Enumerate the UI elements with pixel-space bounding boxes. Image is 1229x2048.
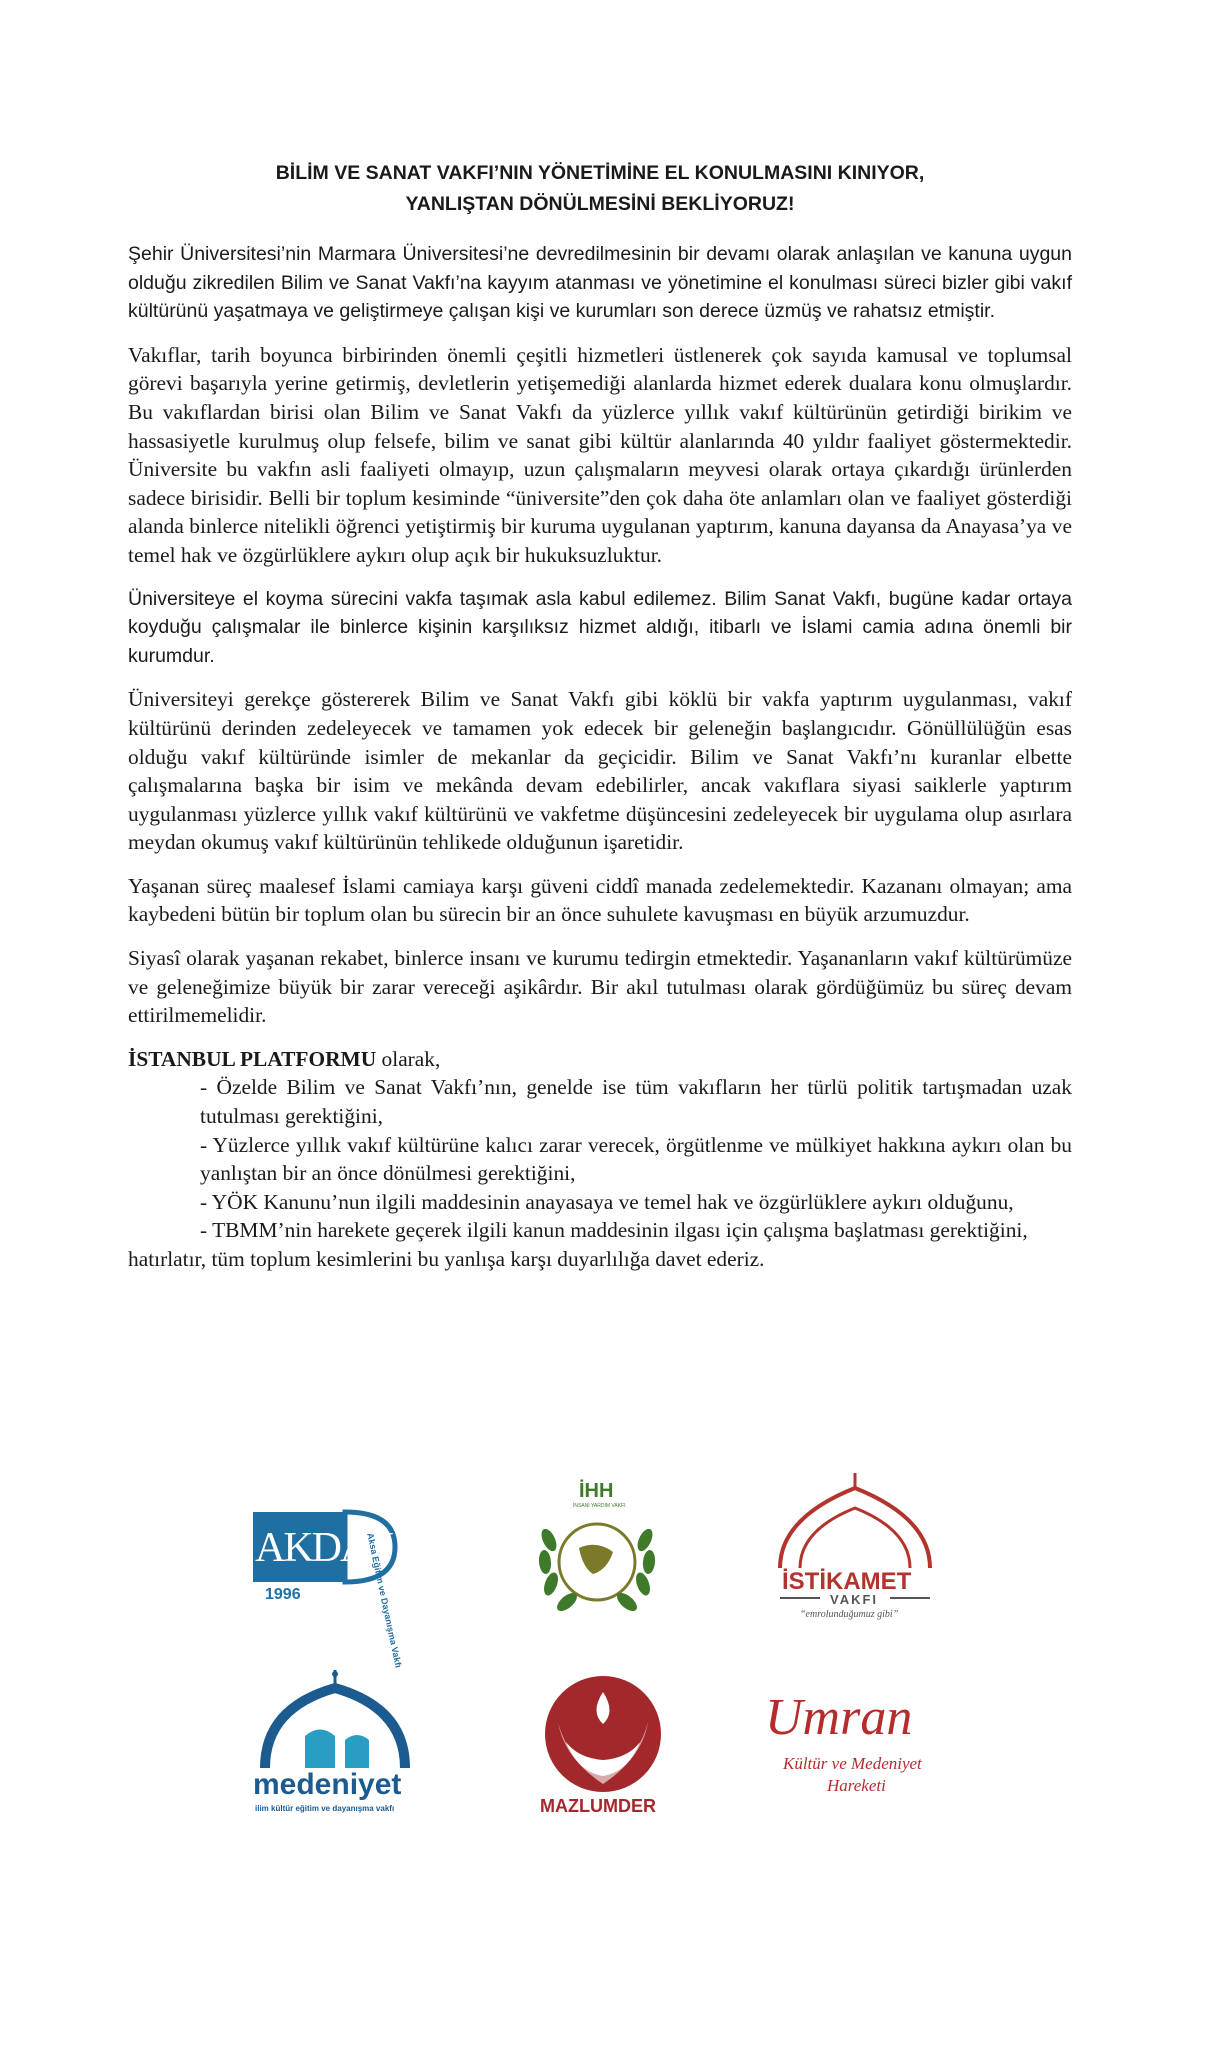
closing-final: hatırlatır, tüm toplum kesimlerini bu yanlışa karşı duyarlılığa davet ederiz. xyxy=(128,1247,765,1271)
ihh-logo xyxy=(527,1470,667,1630)
ihh-main-text: İHH xyxy=(579,1480,614,1502)
istikamet-sub-text: VAKFI xyxy=(830,1592,879,1607)
akdav-arc-text: Aksa Eğitim ve Dayanışma Vakfı xyxy=(365,1532,404,1669)
closing-lead-suffix: olarak, xyxy=(376,1046,441,1071)
closing-item-3: - YÖK Kanunu’nun ilgili maddesinin anayasaya ve temel hak ve özgürlüklere aykırı olduğunu, xyxy=(200,1189,1014,1214)
paragraph-1: Şehir Üniversitesi’nin Marmara Üniversitesi’ne devredilmesinin bir devamı olarak anlaşılan ve kanuna uygun olduğu zikredilen Bilim ve Sanat Vakfı’na kayyım atanması ve yönetimine el konulması süreci bizler gibi vakıf kültürünü yaşatmaya ve geliştirmeye çalışan kişi ve kurumları son derece üzmüş ve rahatsız etmiştir. xyxy=(128,243,1072,323)
akdav-main-text: AKDAV xyxy=(255,1525,392,1571)
ihh-sub-text: İNSANİ YARDIM VAKFI xyxy=(573,1503,626,1509)
closing-item-1: - Özelde Bilim ve Sanat Vakfı’nın, genelde ise tüm vakıfların her türlü politik tartışmadan uzak tutulması gerektiğini, xyxy=(200,1075,1072,1129)
umran-sub2-text: Hareketi xyxy=(827,1776,886,1795)
istikamet-slogan-text: “emrolunduğumuz gibi” xyxy=(800,1609,899,1620)
akdav-logo xyxy=(245,1472,445,1669)
closing-item-2: - Yüzlerce yıllık vakıf kültürüne kalıcı zarar verecek, örgütlenme ve mülkiyet hakkına aykırı olan bu yanlıştan bir an önce dönülmesi gerektiğini, xyxy=(200,1132,1072,1186)
umran-sub1-text: Kültür ve Medeniyet xyxy=(783,1754,922,1773)
paragraph-3: Üniversiteye el koyma sürecini vakfa taşımak asla kabul edilemez. Bilim Sanat Vakfı, bugüne kadar ortaya koyduğu çalışmalar ile binlerce kişinin karşılıksız hizmet aldığı, itibarlı ve İslami camia adına önemli bir kurumdur. xyxy=(128,587,1072,667)
title-line-2: YANLIŞTAN DÖNÜLMESİNİ BEKLİYORUZ! xyxy=(405,193,795,215)
title-line-1: BİLİM VE SANAT VAKFI’NIN YÖNETİMİNE EL KONULMASINI KINIYOR, xyxy=(275,162,925,184)
umran-main-text: Umran xyxy=(765,1689,913,1746)
paragraph-6: Siyasî olarak yaşanan rekabet, binlerce insanı ve kurumu tedirgin etmektedir. Yaşananların vakıf kültürümüze ve geleneğimize büyük bir zarar vereceği aşikârdır. Bir akıl tutulması olarak gördüğümüz bu süreç devam ettirilmemelidir. xyxy=(128,946,1072,1028)
medeniyet-logo xyxy=(245,1668,425,1828)
platform-name: İSTANBUL PLATFORMU xyxy=(128,1046,377,1071)
istikamet-main-text: İSTİKAMET xyxy=(782,1568,912,1595)
medeniyet-sub-text: ilim kültür eğitim ve dayanışma vakfı xyxy=(255,1804,395,1813)
closing-item-4: - TBMM’nin harekete geçerek ilgili kanun maddesinin ilgası için çalışma başlatması gerektiğini, xyxy=(200,1218,1028,1243)
umran-logo xyxy=(765,1688,955,1808)
paragraph-5: Yaşanan süreç maalesef İslami camiaya karşı güveni ciddî manada zedelemektedir. Kazananı olmayan; ama kaybedeni bütün bir toplum olan bu sürecin bir an önce suhulete kavuşması en büyük arzumuzdur. xyxy=(128,873,1072,927)
paragraph-2: Vakıflar, tarih boyunca birbirinden önemli çeşitli hizmetleri üstlenerek çok sayıda kamusal ve toplumsal görevi başarıyla yerine getirmiş, devletlerin yetişemediği alanlarda hizmet ederek dualara konu olmuşlardır. Bu vakıflardan birisi olan Bilim ve Sanat Vakfı da yüzlerce yıllık vakıf kültürünün getirdiği birikim ve hassasiyetle kurulmuş olup felsefe, bilim ve sanat gibi kültür alanlarında 40 yıldır faaliyet göstermektedir. Üniversite bu vakfın asli faaliyeti olmayıp, uzun çalışmaların meyvesi olarak ortaya çıkardığı ürünlerden sadece birisidir. Belli bir toplum kesiminde “üniversite”den çok daha öte anlamları olan ve faaliyet gösterdiği alanda binlerce nitelikli öğrenci yetiştirmiş bir kuruma uygulanan yaptırım, kanuna dayansa da Anayasa’ya ve temel hak ve özgürlüklere aykırı olup açık bir hukuksuzluktur. xyxy=(128,342,1072,567)
istikamet-logo xyxy=(760,1468,950,1628)
mazlumder-logo xyxy=(528,1672,678,1822)
mazlumder-main-text: MAZLUMDER xyxy=(540,1796,656,1816)
medeniyet-main-text: medeniyet xyxy=(253,1768,402,1801)
paragraph-4: Üniversiteyi gerekçe göstererek Bilim ve Sanat Vakfı gibi köklü bir vakfa yaptırım uygulanması, vakıf kültürünü derinden zedeleyecek ve tamamen yok edecek bir geleneğin başlangıcıdır. Gönüllülüğün esas olduğu vakıf kültüründe isimler de mekanlar da geçicidir. Bilim ve Sanat Vakfı’nı kuranlar elbette çalışmalarına başka bir isim ve mekânda devam edebilirler, ancak vakıflara siyasi saiklerle yaptırım uygulanması yüzlerce yıllık vakıf kültürünü ve vakfetme düşüncesini zedeleyecek bir uygulama olup asırlara meydan okumuş vakıf kültürünün tehlikede olduğunun işaretidir. xyxy=(128,687,1072,855)
akdav-year-text: 1996 xyxy=(265,1586,301,1603)
